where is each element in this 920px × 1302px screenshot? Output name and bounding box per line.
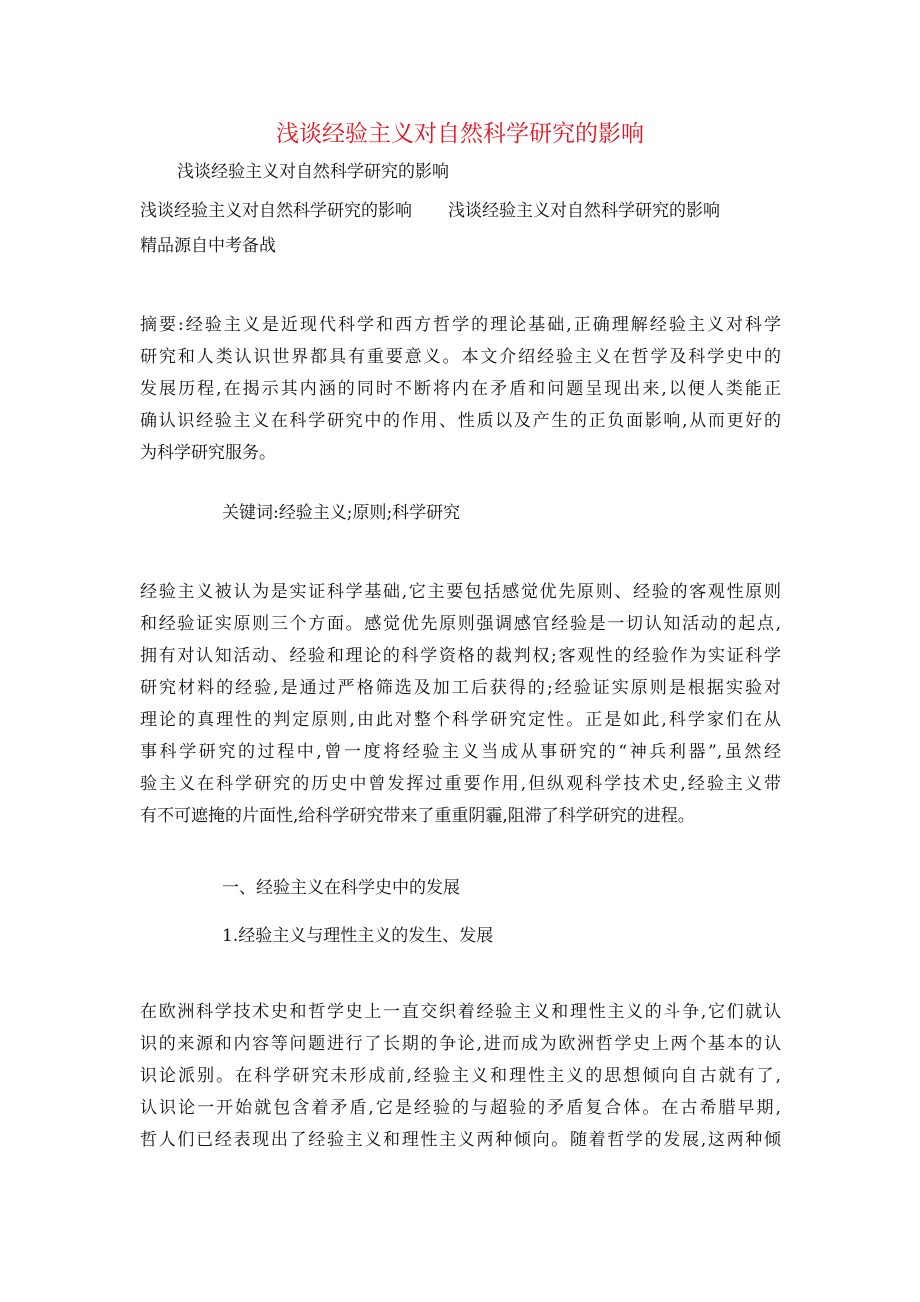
header-line-2: 精品源自中考备战: [140, 236, 276, 256]
keywords-line: 关键词:经验主义;原则;科学研究: [222, 503, 461, 523]
body-paragraph-1: [140, 576, 781, 832]
body-line: 识论派别。在科学研究未形成前,经验主义和理性主义的思想倾向自古就有了,: [140, 1066, 781, 1086]
section-heading: 一、经验主义在科学史中的发展: [222, 878, 460, 898]
subsection-heading: 1.经验主义与理性主义的发生、发展: [222, 926, 494, 946]
document-title: 浅谈经验主义对自然科学研究的影响: [276, 121, 644, 147]
header-line-right: 浅谈经验主义对自然科学研究的影响: [448, 201, 720, 221]
body-line: 经验主义被认为是实证科学基础,它主要包括感觉优先原则、经验的客观性原则: [140, 582, 781, 602]
document-subtitle: 浅谈经验主义对自然科学研究的影响: [177, 162, 449, 182]
abstract-line: 研究和人类认识世界都具有重要意义。本文介绍经验主义在哲学及科学史中的: [140, 347, 781, 367]
body-line: 研究材料的经验,是通过严格筛选及加工后获得的;经验证实原则是根据实验对: [140, 678, 781, 698]
abstract-line: 发展历程,在揭示其内涵的同时不断将内在矛盾和问题呈现出来,以便人类能正: [140, 379, 781, 399]
body-line: 验主义在科学研究的历史中曾发挥过重要作用,但纵观科学技术史,经验主义带: [140, 774, 781, 794]
body-line: 有不可遮掩的片面性,给科学研究带来了重重阴霾,阻滞了科学研究的进程。: [140, 806, 695, 826]
body-line: 和经验证实原则三个方面。感觉优先原则强调感官经验是一切认知活动的起点,: [140, 614, 781, 634]
abstract-line: 为科学研究服务。: [140, 443, 276, 463]
body-line: 识的来源和内容等问题进行了长期的争论,进而成为欧洲哲学史上两个基本的认: [140, 1034, 781, 1054]
body-line: 哲人们已经表现出了经验主义和理性主义两种倾向。随着哲学的发展,这两种倾: [140, 1130, 781, 1150]
body-paragraph-2: [140, 996, 781, 1156]
body-line: 事科学研究的过程中,曾一度将经验主义当成从事研究的“神兵利器”,虽然经: [140, 742, 781, 762]
abstract-paragraph: [140, 309, 781, 469]
body-line: 在欧洲科学技术史和哲学史上一直交织着经验主义和理性主义的斗争,它们就认: [140, 1002, 781, 1022]
abstract-line: 摘要:经验主义是近现代科学和西方哲学的理论基础,正确理解经验主义对科学: [140, 315, 781, 335]
abstract-line: 确认识经验主义在科学研究中的作用、性质以及产生的正负面影响,从而更好的: [140, 411, 781, 431]
header-line-left: 浅谈经验主义对自然科学研究的影响: [140, 201, 412, 221]
body-line: 拥有对认知活动、经验和理论的科学资格的裁判权;客观性的经验作为实证科学: [140, 646, 781, 666]
body-line: 认识论一开始就包含着矛盾,它是经验的与超验的矛盾复合体。在古希腊早期,: [140, 1098, 781, 1118]
body-line: 理论的真理性的判定原则,由此对整个科学研究定性。正是如此,科学家们在从: [140, 710, 781, 730]
header-line-1: [140, 201, 720, 221]
